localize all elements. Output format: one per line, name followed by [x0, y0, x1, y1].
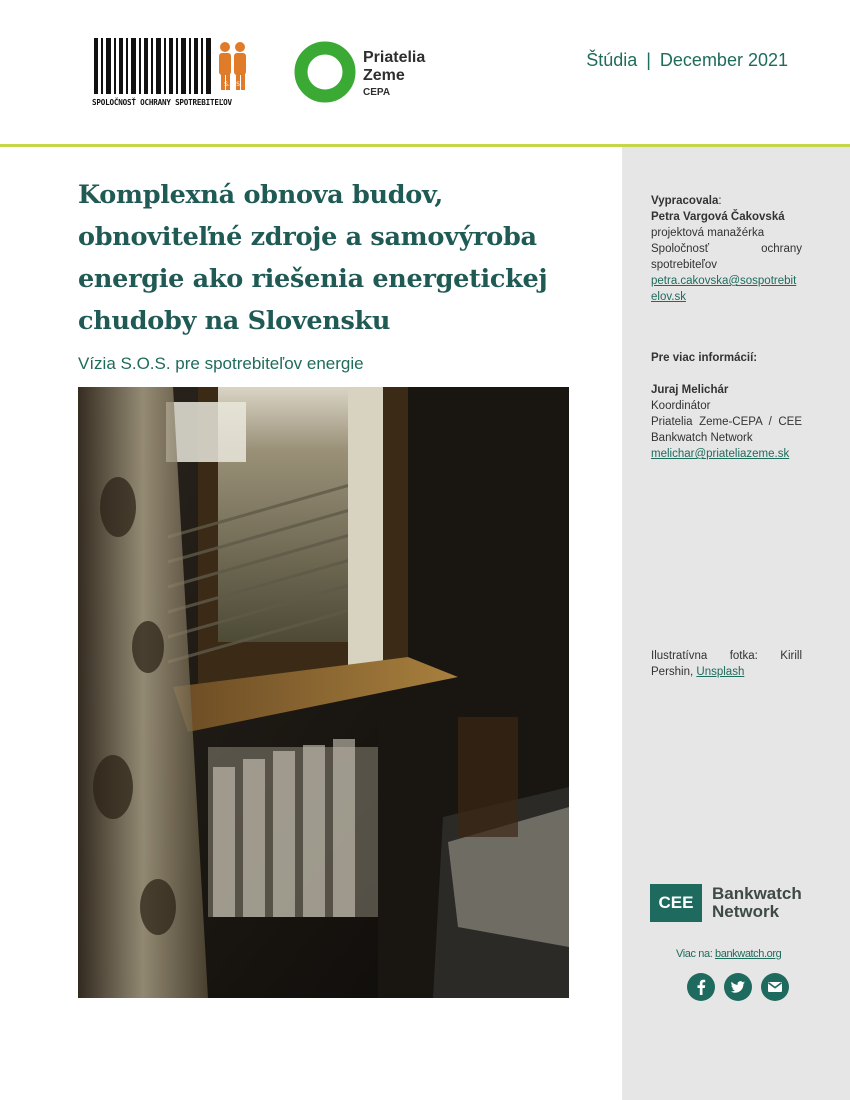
sidebar: [622, 147, 850, 1100]
unsplash-link[interactable]: Unsplash: [696, 666, 745, 678]
bankwatch-logo-box: CEE: [650, 884, 702, 922]
more-info-label: Pre viac informácií:: [651, 352, 758, 364]
pz-logo-line2: Zeme: [363, 67, 405, 84]
page-header: [0, 0, 850, 145]
bankwatch-logo: [650, 884, 830, 924]
author-label: Vypracovala: [651, 195, 719, 207]
contact-email-link[interactable]: melichar@priateliazeme.sk: [651, 448, 790, 460]
email-icon[interactable]: [761, 973, 789, 1001]
bankwatch-logo-line2: Network: [712, 902, 780, 921]
barcode-icon: [92, 38, 216, 94]
contact-block: [651, 350, 802, 462]
author-block: [651, 193, 802, 305]
green-ring-icon: [293, 39, 357, 103]
priatelia-zeme-logo: [293, 39, 453, 105]
meta-separator: |: [646, 50, 651, 70]
page-subtitle: Vízia S.O.S. pre spotrebiteľov energie: [78, 354, 364, 373]
facebook-icon[interactable]: [687, 973, 715, 1001]
more-info-line: [676, 948, 781, 960]
document-meta: [586, 50, 788, 71]
family-figure-icon: [216, 40, 250, 92]
more-prefix: Viac na:: [676, 948, 716, 960]
social-links: [687, 973, 807, 1003]
sos-logo-caption: SPOLOČNOSŤ OCHRANY SPOTREBITEĽOV: [92, 98, 232, 107]
page-title: Komplexná obnova budov, obnoviteľné zdroje a samovýroba energie ako riešenia energetickej chudoby na Slovensku: [78, 180, 548, 336]
author-email-link[interactable]: petra.cakovska@sospotrebitelov.sk: [651, 275, 797, 303]
sos-logo-mark: S.O.S.: [224, 81, 242, 88]
document-date: December 2021: [659, 50, 788, 70]
author-org: Spoločnosť ochrany spotrebiteľov: [651, 243, 802, 271]
author-colon: :: [718, 195, 722, 207]
contact-role: Koordinátor: [651, 400, 711, 412]
pz-logo-line3: CEPA: [363, 87, 391, 98]
bankwatch-link[interactable]: bankwatch.org: [715, 948, 782, 960]
author-role: projektová manažérka: [651, 227, 765, 239]
author-name: Petra Vargová Čakovská: [651, 211, 785, 223]
sos-logo: [92, 38, 258, 112]
photo-credit-text: Ilustratívna fotka: Kirill Pershin,: [651, 650, 802, 678]
contact-name: Juraj Melichár: [651, 384, 729, 396]
bankwatch-logo-line1: Bankwatch: [712, 884, 802, 903]
document-type: Štúdia: [586, 50, 638, 70]
pz-logo-line1: Priatelia: [363, 49, 426, 66]
cover-photo: [78, 387, 569, 998]
contact-org: Priatelia Zeme-CEPA / CEE Bankwatch Network: [651, 416, 802, 444]
twitter-icon[interactable]: [724, 973, 752, 1001]
photo-credit: [651, 648, 802, 680]
